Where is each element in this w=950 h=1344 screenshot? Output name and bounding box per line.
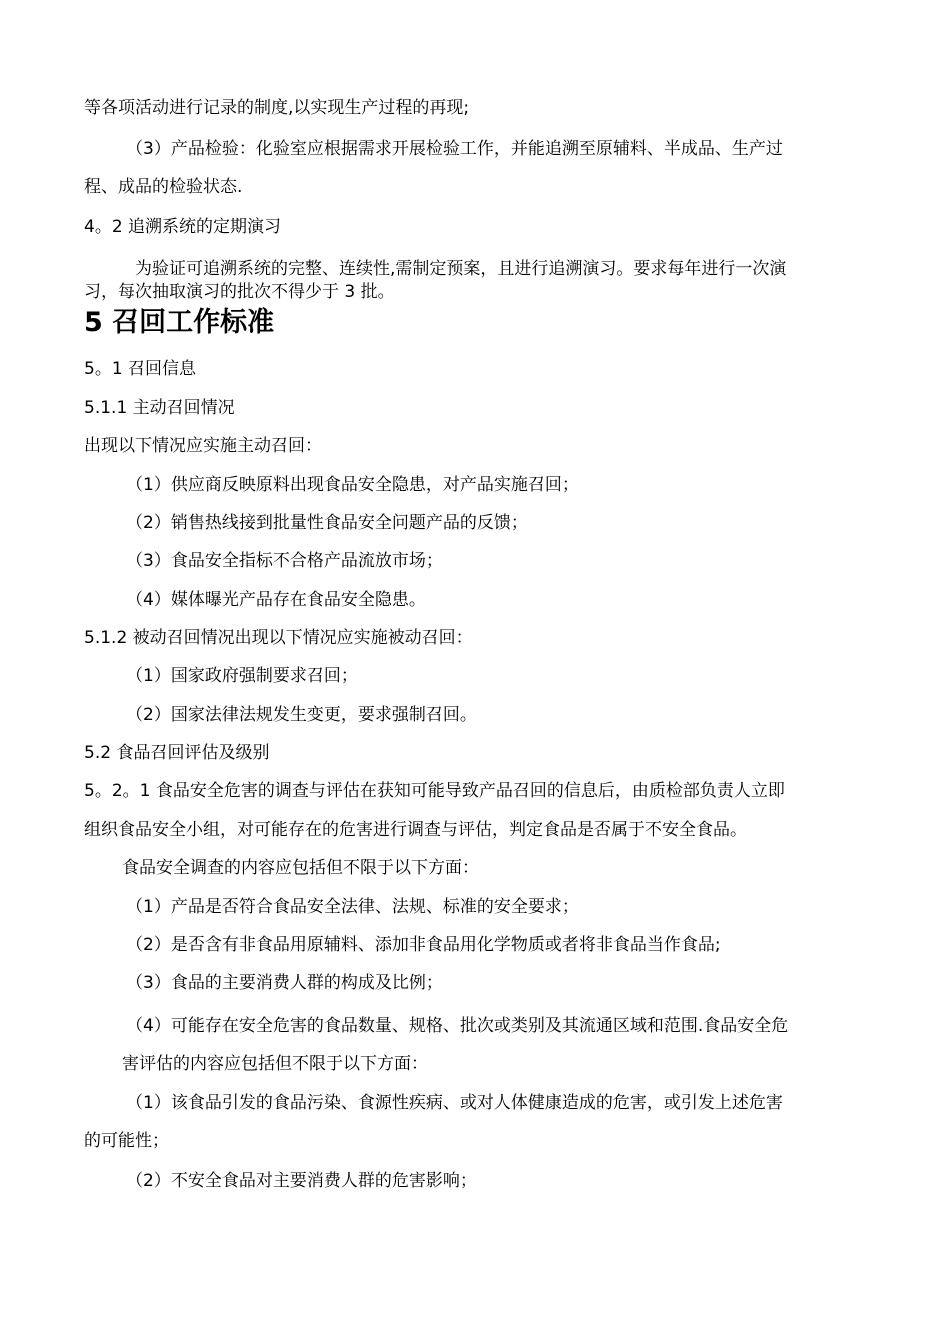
section-heading: 5 召回工作标准 [84,307,275,338]
paragraph-line: （3）产品检验：化验室应根据需求开展检验工作，并能追溯至原辅料、半成品、生产过 [126,139,783,159]
paragraph-line: 为验证可追溯系统的完整、连续性,需制定预案，且进行追溯演习。要求每年进行一次演 [135,259,787,279]
list-item: （2）不安全食品对主要消费人群的危害影响； [126,1171,477,1191]
list-item: （1）供应商反映原料出现食品安全隐患，对产品实施召回； [126,475,579,495]
list-item: （2）是否含有非食品用原辅料、添加非食品用化学物质或者将非食品当作食品; [126,935,721,955]
paragraph-line: 程、成品的检验状态. [84,177,243,197]
paragraph-line: 食品安全调查的内容应包括但不限于以下方面： [122,858,479,878]
list-item: （1）产品是否符合食品安全法律、法规、标准的安全要求； [126,897,579,917]
subsection-heading: 4。2 追溯系统的定期演习 [84,217,282,237]
paragraph-line: 习，每次抽取演习的批次不得少于 3 批。 [84,282,395,302]
list-item: （3）食品的主要消费人群的构成及比例； [126,973,443,993]
list-item: （2）国家法律法规发生变更，要求强制召回。 [126,705,477,725]
list-item: （4）可能存在安全危害的食品数量、规格、批次或类别及其流通区域和范围.食品安全危 [126,1016,789,1036]
list-item: （2）销售热线接到批量性食品安全问题产品的反馈； [126,513,528,533]
paragraph-line: 组织食品安全小组，对可能存在的危害进行调查与评估，判定食品是否属于不安全食品。 [84,820,747,840]
subsection-heading: 5.1.1 主动召回情况 [84,398,235,418]
paragraph-line: 等各项活动进行记录的制度,以实现生产过程的再现; [84,98,470,118]
list-item: （1）国家政府强制要求召回； [126,666,358,686]
list-item: （1）该食品引发的食品污染、食源性疾病、或对人体健康造成的危害，或引发上述危害 [126,1093,783,1113]
paragraph-line: 的可能性； [84,1131,169,1151]
subsection-heading: 5.2 食品召回评估及级别 [84,743,270,763]
paragraph-line: 出现以下情况应实施主动召回： [84,436,322,456]
subsection-heading: 5.1.2 被动召回情况出现以下情况应实施被动召回： [84,628,473,648]
list-item: （4）媒体曝光产品存在食品安全隐患。 [126,590,426,610]
list-item: （3）食品安全指标不合格产品流放市场； [126,551,443,571]
subsection-heading: 5。1 召回信息 [84,359,197,379]
paragraph-line: 害评估的内容应包括但不限于以下方面： [122,1054,428,1074]
paragraph-line: 5。2。1 食品安全危害的调查与评估在获知可能导致产品召回的信息后，由质检部负责人立即 [84,781,785,801]
